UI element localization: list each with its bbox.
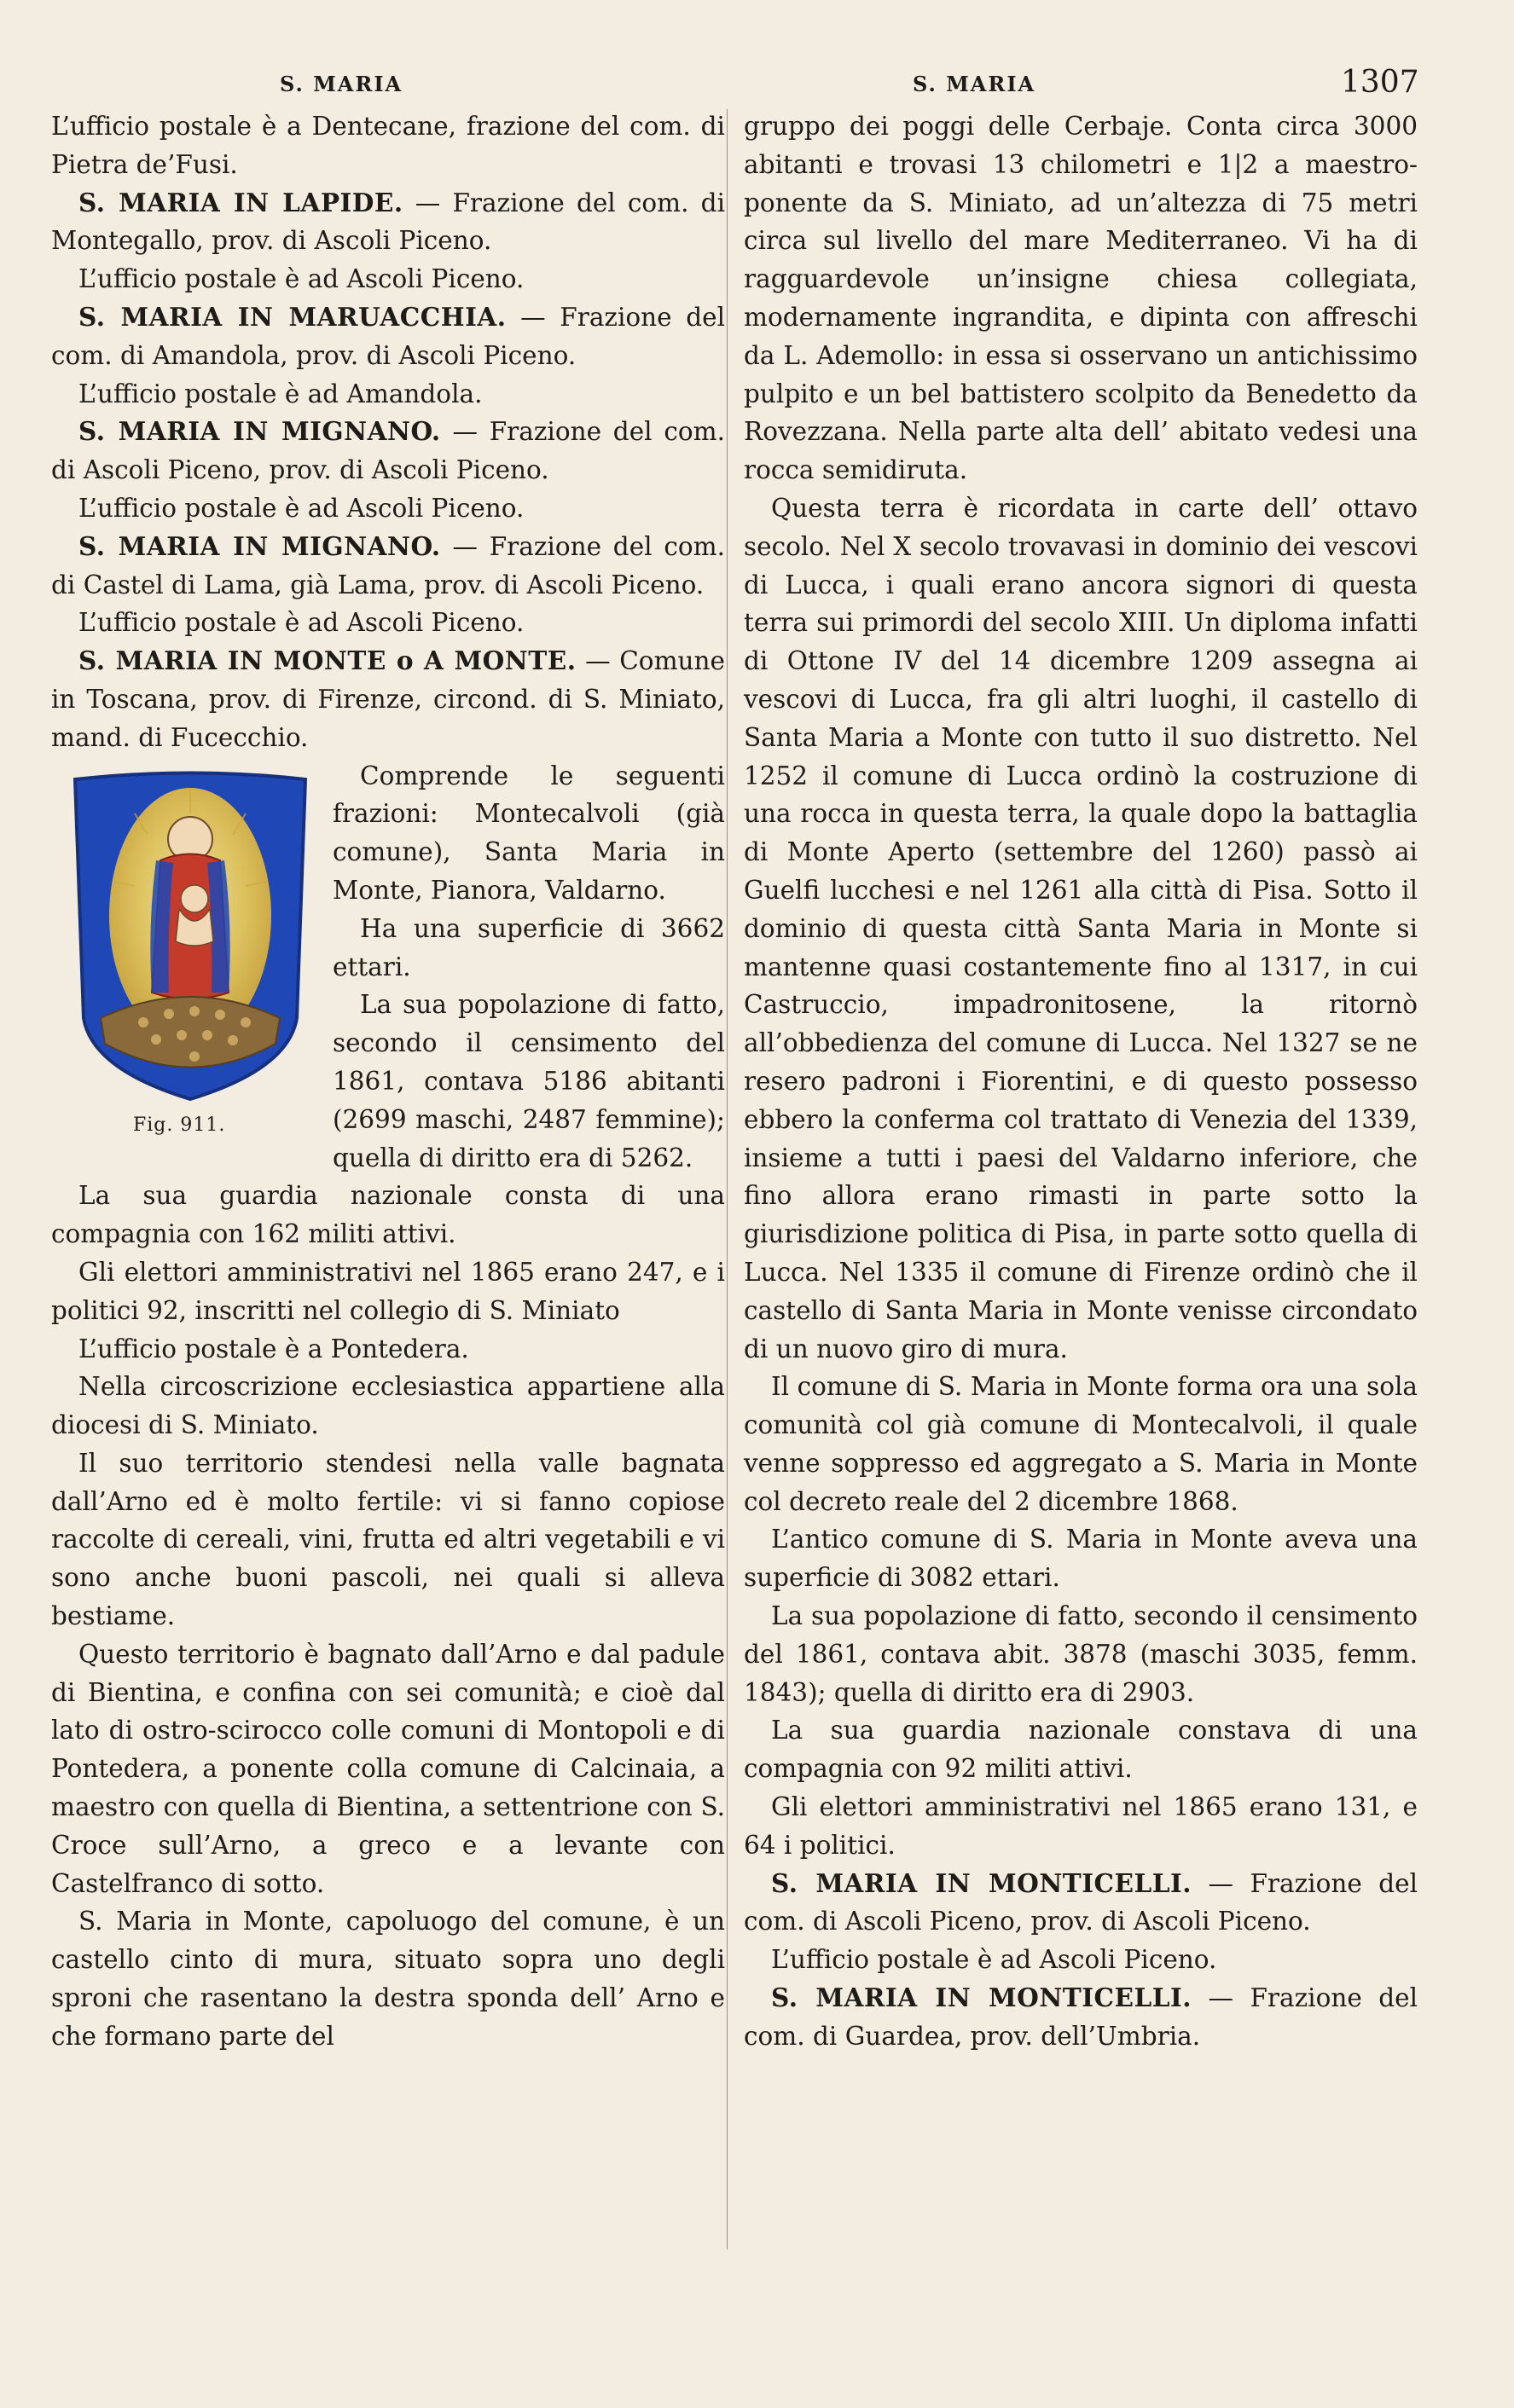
paragraph: La sua guardia nazionale consta di una compagnia con 162 militi attivi. [51, 1181, 725, 1249]
paragraph: L’ufficio postale è ad Ascoli Piceno. [78, 493, 525, 523]
right-column [744, 107, 1418, 2056]
entry-s-maria-in-maruacchia [51, 298, 725, 375]
entry-text: — Frazione del com. di Amandola, prov. di Ascoli Piceno. [51, 302, 726, 370]
entry-s-maria-in-monticelli [744, 1979, 1418, 2056]
entry-text: — Frazione del com. di Montegallo, prov. di Ascoli Piceno. [51, 188, 726, 256]
running-title-left: S. MARIA [280, 72, 403, 96]
paragraph: Questa terra è ricordata in carte dell’ ottavo secolo. Nel X secolo trovavasi in dominio dei vescovi di Lucca, i quali erano ancora signori di questa terra sui primordi del secolo XIII. Un diploma infatti di Ottone IV del 14 dicembre 1209 assegna ai vescovi di Lucca, fra gli altri luoghi, il castello di Santa Maria a Monte con tutto il suo distretto. Nel 1252 il comune di Lucca ordinò la costruzione di una rocca in questa terra, la quale dopo la battaglia di Monte Aperto (settembre del 1260) passò ai Guelfi lucchesi e nel 1261 alla città di Pisa. Sotto il dominio di questa città Santa Maria in Monte si mantenne quasi costantemente fino al 1317, in cui Castruccio, impadronitosene, la ritornò all’obbedienza del comune di Lucca. Nel 1327 se ne resero padroni i Fiorentini, e di questo possesso ebbero la conferma col trattato di Venezia del 1339, insieme a tutti i paesi del Valdarno inferiore, che fino allora erano rimasti in parte sotto la giurisdizione politica di Pisa, in parte sotto quella di Lucca. Nel 1335 il comune di Firenze ordinò che il castello di Santa Maria in Monte venisse circondato di un nuovo giro di mura. [744, 493, 1418, 1363]
entry-text: — Frazione del com. di Ascoli Piceno, prov. di Ascoli Piceno. [51, 417, 725, 485]
entry-s-maria-in-lapide [51, 184, 725, 261]
paragraph: Il comune di S. Maria in Monte forma ora una sola comunità col già comune di Montecalvoli, il quale venne soppresso ed aggregato a S. Maria in Monte col decreto reale del 2 dicembre 1868. [744, 1372, 1418, 1516]
entry-headword: S. MARIA IN MIGNANO. [78, 416, 441, 447]
paragraph: Ha una superficie di 3662 ettari. [333, 913, 725, 981]
paragraph: La sua popolazione di fatto, secondo il censimento del 1861, contava 5186 abitanti (2699 maschi, 2487 femmine); quella di diritto era di 5262. [333, 990, 725, 1172]
paragraph: L’ufficio postale è ad Ascoli Piceno. [771, 1945, 1217, 1975]
entry-s-maria-in-mignano [51, 528, 725, 605]
entry-s-maria-in-mignano [51, 413, 725, 489]
paragraph: Comprende le seguenti frazioni: Montecalvoli (già comune), Santa Maria in Monte, Pianora, Valdarno. [333, 761, 725, 905]
paragraph: Questo territorio è bagnato dall’Arno e dal padule di Bientina, e confina con sei comunità; e cioè dal lato di ostro-scirocco colle comuni di Montopoli e di Pontedera, a ponente colla comune di Calcinaia, a maestro con quella di Bientina, a settentrione con S. Croce sull’Arno, a greco e a levante con Castelfranco di sotto. [51, 1639, 725, 1898]
entry-s-maria-in-monte [51, 642, 725, 756]
page-header [51, 65, 1419, 106]
paragraph: L’ufficio postale è a Dentecane, frazione del com. di Pietra de’Fusi. [51, 112, 725, 179]
entry-text: — Comune in Toscana, prov. di Firenze, circond. di S. Miniato, mand. di Fucecchio. [51, 646, 725, 752]
entry-headword: S. MARIA IN MIGNANO. [78, 530, 441, 561]
left-column [51, 107, 725, 2056]
page-number: 1307 [1341, 65, 1419, 100]
paragraph: gruppo dei poggi delle Cerbaje. Conta circa 3000 abitanti e trovasi 13 chilometri e 1|2 a maestro-ponente da S. Miniato, ad un’altezza di 75 metri circa sul livello del mare Mediterraneo. Vi ha di ragguardevole un’insigne chiesa collegiata, modernamente ingrandita, e dipinta con affreschi da L. Ademollo: in essa si osservano un antichissimo pulpito e un bel battistero scolpito da Benedetto da Rovezzana. Nella parte alta dell’ abitato vedesi una rocca semidiruta. [744, 112, 1418, 485]
entry-headword: S. MARIA IN MONTICELLI. [771, 1983, 1192, 2013]
coat-of-arms-madonna-icon [67, 762, 314, 1103]
entry-text: — Frazione del com. di Guardea, prov. dell’Umbria. [744, 1983, 1418, 2051]
entry-text: — Frazione del com. di Ascoli Piceno, prov. di Ascoli Piceno. [744, 1868, 1418, 1936]
paragraph: Gli elettori amministrativi nel 1865 erano 247, e i politici 92, inscritti nel collegio di S. Miniato [51, 1257, 725, 1325]
running-title-right: S. MARIA [913, 72, 1036, 96]
entry-text: — Frazione del com. di Castel di Lama, già Lama, prov. di Ascoli Piceno. [51, 531, 725, 599]
paragraph: L’ufficio postale è ad Ascoli Piceno. [78, 608, 525, 638]
paragraph: L’ufficio postale è ad Ascoli Piceno. [78, 264, 525, 294]
entry-headword: S. MARIA IN LAPIDE. [78, 187, 403, 217]
entry-headword: S. MARIA IN MONTICELLI. [771, 1867, 1192, 1898]
paragraph: L’antico comune di S. Maria in Monte aveva una superficie di 3082 ettari. [744, 1525, 1418, 1593]
column-divider [727, 109, 728, 2249]
paragraph: Il suo territorio stendesi nella valle bagnata dall’Arno ed è molto fertile: vi si fanno copiose raccolte di cereali, vini, frutta ed altri vegetabili e vi sono anche buoni pascoli, nei quali si alleva bestiame. [51, 1448, 725, 1631]
entry-s-maria-in-monticelli [744, 1865, 1418, 1942]
coat-of-arms-figure [51, 762, 317, 1146]
paragraph: L’ufficio postale è ad Amandola. [78, 379, 483, 408]
paragraph: L’ufficio postale è a Pontedera. [78, 1334, 469, 1363]
paragraph: Nella circoscrizione ecclesiastica appartiene alla diocesi di S. Miniato. [51, 1372, 725, 1440]
entry-headword: S. MARIA IN MONTE o A MONTE. [78, 645, 577, 676]
paragraph: La sua popolazione di fatto, secondo il censimento del 1861, contava abit. 3878 (maschi 3035, femm. 1843); quella di diritto era di 2903. [744, 1601, 1418, 1707]
figure-caption: Fig. 911. [133, 1114, 226, 1136]
entry-headword: S. MARIA IN MARUACCHIA. [78, 301, 507, 332]
paragraph: S. Maria in Monte, capoluogo del comune, è un castello cinto di mura, situato sopra uno degli sproni che rasentano la destra sponda dell’ Arno e che formano parte del [51, 1907, 725, 2051]
paragraph: Gli elettori amministrativi nel 1865 erano 131, e 64 i politici. [744, 1792, 1418, 1860]
paragraph: La sua guardia nazionale constava di una compagnia con 92 militi attivi. [744, 1716, 1418, 1784]
